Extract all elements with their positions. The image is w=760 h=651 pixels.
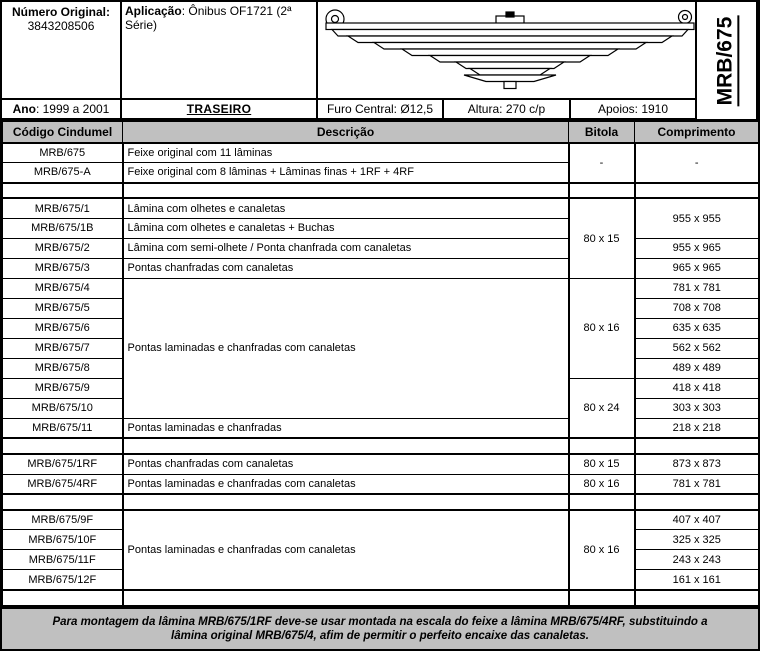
footer-note: Para montagem da lâmina MRB/675/1RF deve-se usar montada na escala do feixe a lâmina MRB/675/4RF, substituindo a lâmina original MRB/675/4, afim de permitir o perfeito encaixe das canaletas. — [2, 607, 758, 649]
bitola-cell: 80 x 15 — [569, 198, 635, 278]
bitola-cell: 80 x 16 — [569, 278, 635, 378]
bitola-cell: 80 x 15 — [569, 454, 635, 474]
separator-row — [3, 183, 759, 199]
code-cell: MRB/675/2 — [3, 238, 123, 258]
parts-table — [2, 121, 758, 607]
comprimento-cell: 955 x 955 — [635, 198, 759, 238]
code-cell: MRB/675/6 — [3, 318, 123, 338]
comprimento-cell: 489 x 489 — [635, 358, 759, 378]
code-cell: MRB/675/11 — [3, 418, 123, 438]
table-row — [3, 143, 759, 163]
separator-row — [3, 494, 759, 510]
code-cell: MRB/675/12F — [3, 570, 123, 590]
comprimento-cell: 955 x 965 — [635, 238, 759, 258]
comprimento-cell: 418 x 418 — [635, 378, 759, 398]
code-cell: MRB/675/3 — [3, 258, 123, 278]
comprimento-cell: 708 x 708 — [635, 298, 759, 318]
code-cell: MRB/675-A — [3, 163, 123, 183]
comprimento-cell: 965 x 965 — [635, 258, 759, 278]
desc-cell: Pontas laminadas e chanfradas com canaletas — [123, 278, 569, 418]
apoios-cell: Apoios: 1910 — [571, 100, 697, 119]
bitola-cell: - — [569, 143, 635, 183]
table-row — [3, 278, 759, 298]
code-cell: MRB/675/4 — [3, 278, 123, 298]
code-cell: MRB/675 — [3, 143, 123, 163]
posicao-label: TRASEIRO — [186, 102, 252, 116]
comprimento-cell: 873 x 873 — [635, 454, 759, 474]
col-header-descricao: Descrição — [123, 122, 569, 143]
desc-cell: Pontas laminadas e chanfradas — [123, 418, 569, 438]
desc-cell: Feixe original com 8 lâminas + Lâminas finas + 1RF + 4RF — [123, 163, 569, 183]
code-cell: MRB/675/10F — [3, 530, 123, 550]
comprimento-cell: - — [635, 143, 759, 183]
comprimento-cell: 781 x 781 — [635, 474, 759, 494]
comprimento-cell: 325 x 325 — [635, 530, 759, 550]
table-row — [3, 510, 759, 530]
code-cell: MRB/675/7 — [3, 338, 123, 358]
col-header-bitola: Bitola — [569, 122, 635, 143]
separator-row — [3, 590, 759, 606]
table-row — [3, 474, 759, 494]
code-cell: MRB/675/9F — [3, 510, 123, 530]
comprimento-cell: 161 x 161 — [635, 570, 759, 590]
furo-central-cell: Furo Central: Ø12,5 — [318, 100, 444, 119]
comprimento-cell: 303 x 303 — [635, 398, 759, 418]
table-row — [3, 238, 759, 258]
table-row — [3, 418, 759, 438]
aplicacao-label: Aplicação — [125, 4, 182, 18]
table-header-row — [3, 122, 759, 143]
comprimento-cell: 781 x 781 — [635, 278, 759, 298]
ano-cell — [2, 100, 122, 119]
desc-cell: Lâmina com olhetes e canaletas — [123, 198, 569, 218]
code-cell: MRB/675/1RF — [3, 454, 123, 474]
desc-cell: Feixe original com 11 lâminas — [123, 143, 569, 163]
numero-original-cell — [2, 2, 122, 100]
col-header-comprimento: Comprimento — [635, 122, 759, 143]
code-cell: MRB/675/10 — [3, 398, 123, 418]
posicao-cell — [122, 100, 318, 119]
comprimento-cell: 243 x 243 — [635, 550, 759, 570]
desc-cell: Pontas laminadas e chanfradas com canaletas — [123, 474, 569, 494]
code-cell: MRB/675/11F — [3, 550, 123, 570]
desc-cell: Pontas chanfradas com canaletas — [123, 258, 569, 278]
desc-cell: Pontas chanfradas com canaletas — [123, 454, 569, 474]
numero-original-value: 3843208506 — [27, 19, 95, 33]
aplicacao-value: : Ônibus OF1721 (2ª Série) — [125, 4, 292, 32]
leaf-spring-drawing — [318, 2, 697, 100]
code-cell: MRB/675/8 — [3, 358, 123, 378]
table-row — [3, 198, 759, 218]
ano-value: : 1999 a 2001 — [35, 102, 110, 116]
table-row — [3, 454, 759, 474]
altura-cell: Altura: 270 c/p — [444, 100, 571, 119]
table-row — [3, 258, 759, 278]
bitola-cell: 80 x 24 — [569, 378, 635, 438]
desc-cell: Lâmina com semi-olhete / Ponta chanfrada com canaletas — [123, 238, 569, 258]
ano-label: Ano — [12, 102, 36, 116]
leaf-spring-svg — [318, 2, 697, 98]
numero-original-label: Número Original: — [11, 5, 110, 19]
header-info-grid — [2, 2, 758, 121]
separator-row — [3, 438, 759, 454]
comprimento-cell: 562 x 562 — [635, 338, 759, 358]
parts-table-wrap — [2, 121, 758, 607]
bitola-cell: 80 x 16 — [569, 474, 635, 494]
desc-cell: Pontas laminadas e chanfradas com canaletas — [123, 510, 569, 590]
comprimento-cell: 635 x 635 — [635, 318, 759, 338]
model-code-cell — [697, 2, 758, 119]
comprimento-cell: 218 x 218 — [635, 418, 759, 438]
aplicacao-cell — [122, 2, 318, 100]
code-cell: MRB/675/1 — [3, 198, 123, 218]
code-cell: MRB/675/4RF — [3, 474, 123, 494]
col-header-codigo: Código Cindumel — [3, 122, 123, 143]
code-cell: MRB/675/5 — [3, 298, 123, 318]
code-cell: MRB/675/9 — [3, 378, 123, 398]
desc-cell: Lâmina com olhetes e canaletas + Buchas — [123, 218, 569, 238]
code-cell: MRB/675/1B — [3, 218, 123, 238]
model-code-vertical-label: MRB/675 — [714, 15, 740, 106]
bitola-cell: 80 x 16 — [569, 510, 635, 590]
comprimento-cell: 407 x 407 — [635, 510, 759, 530]
